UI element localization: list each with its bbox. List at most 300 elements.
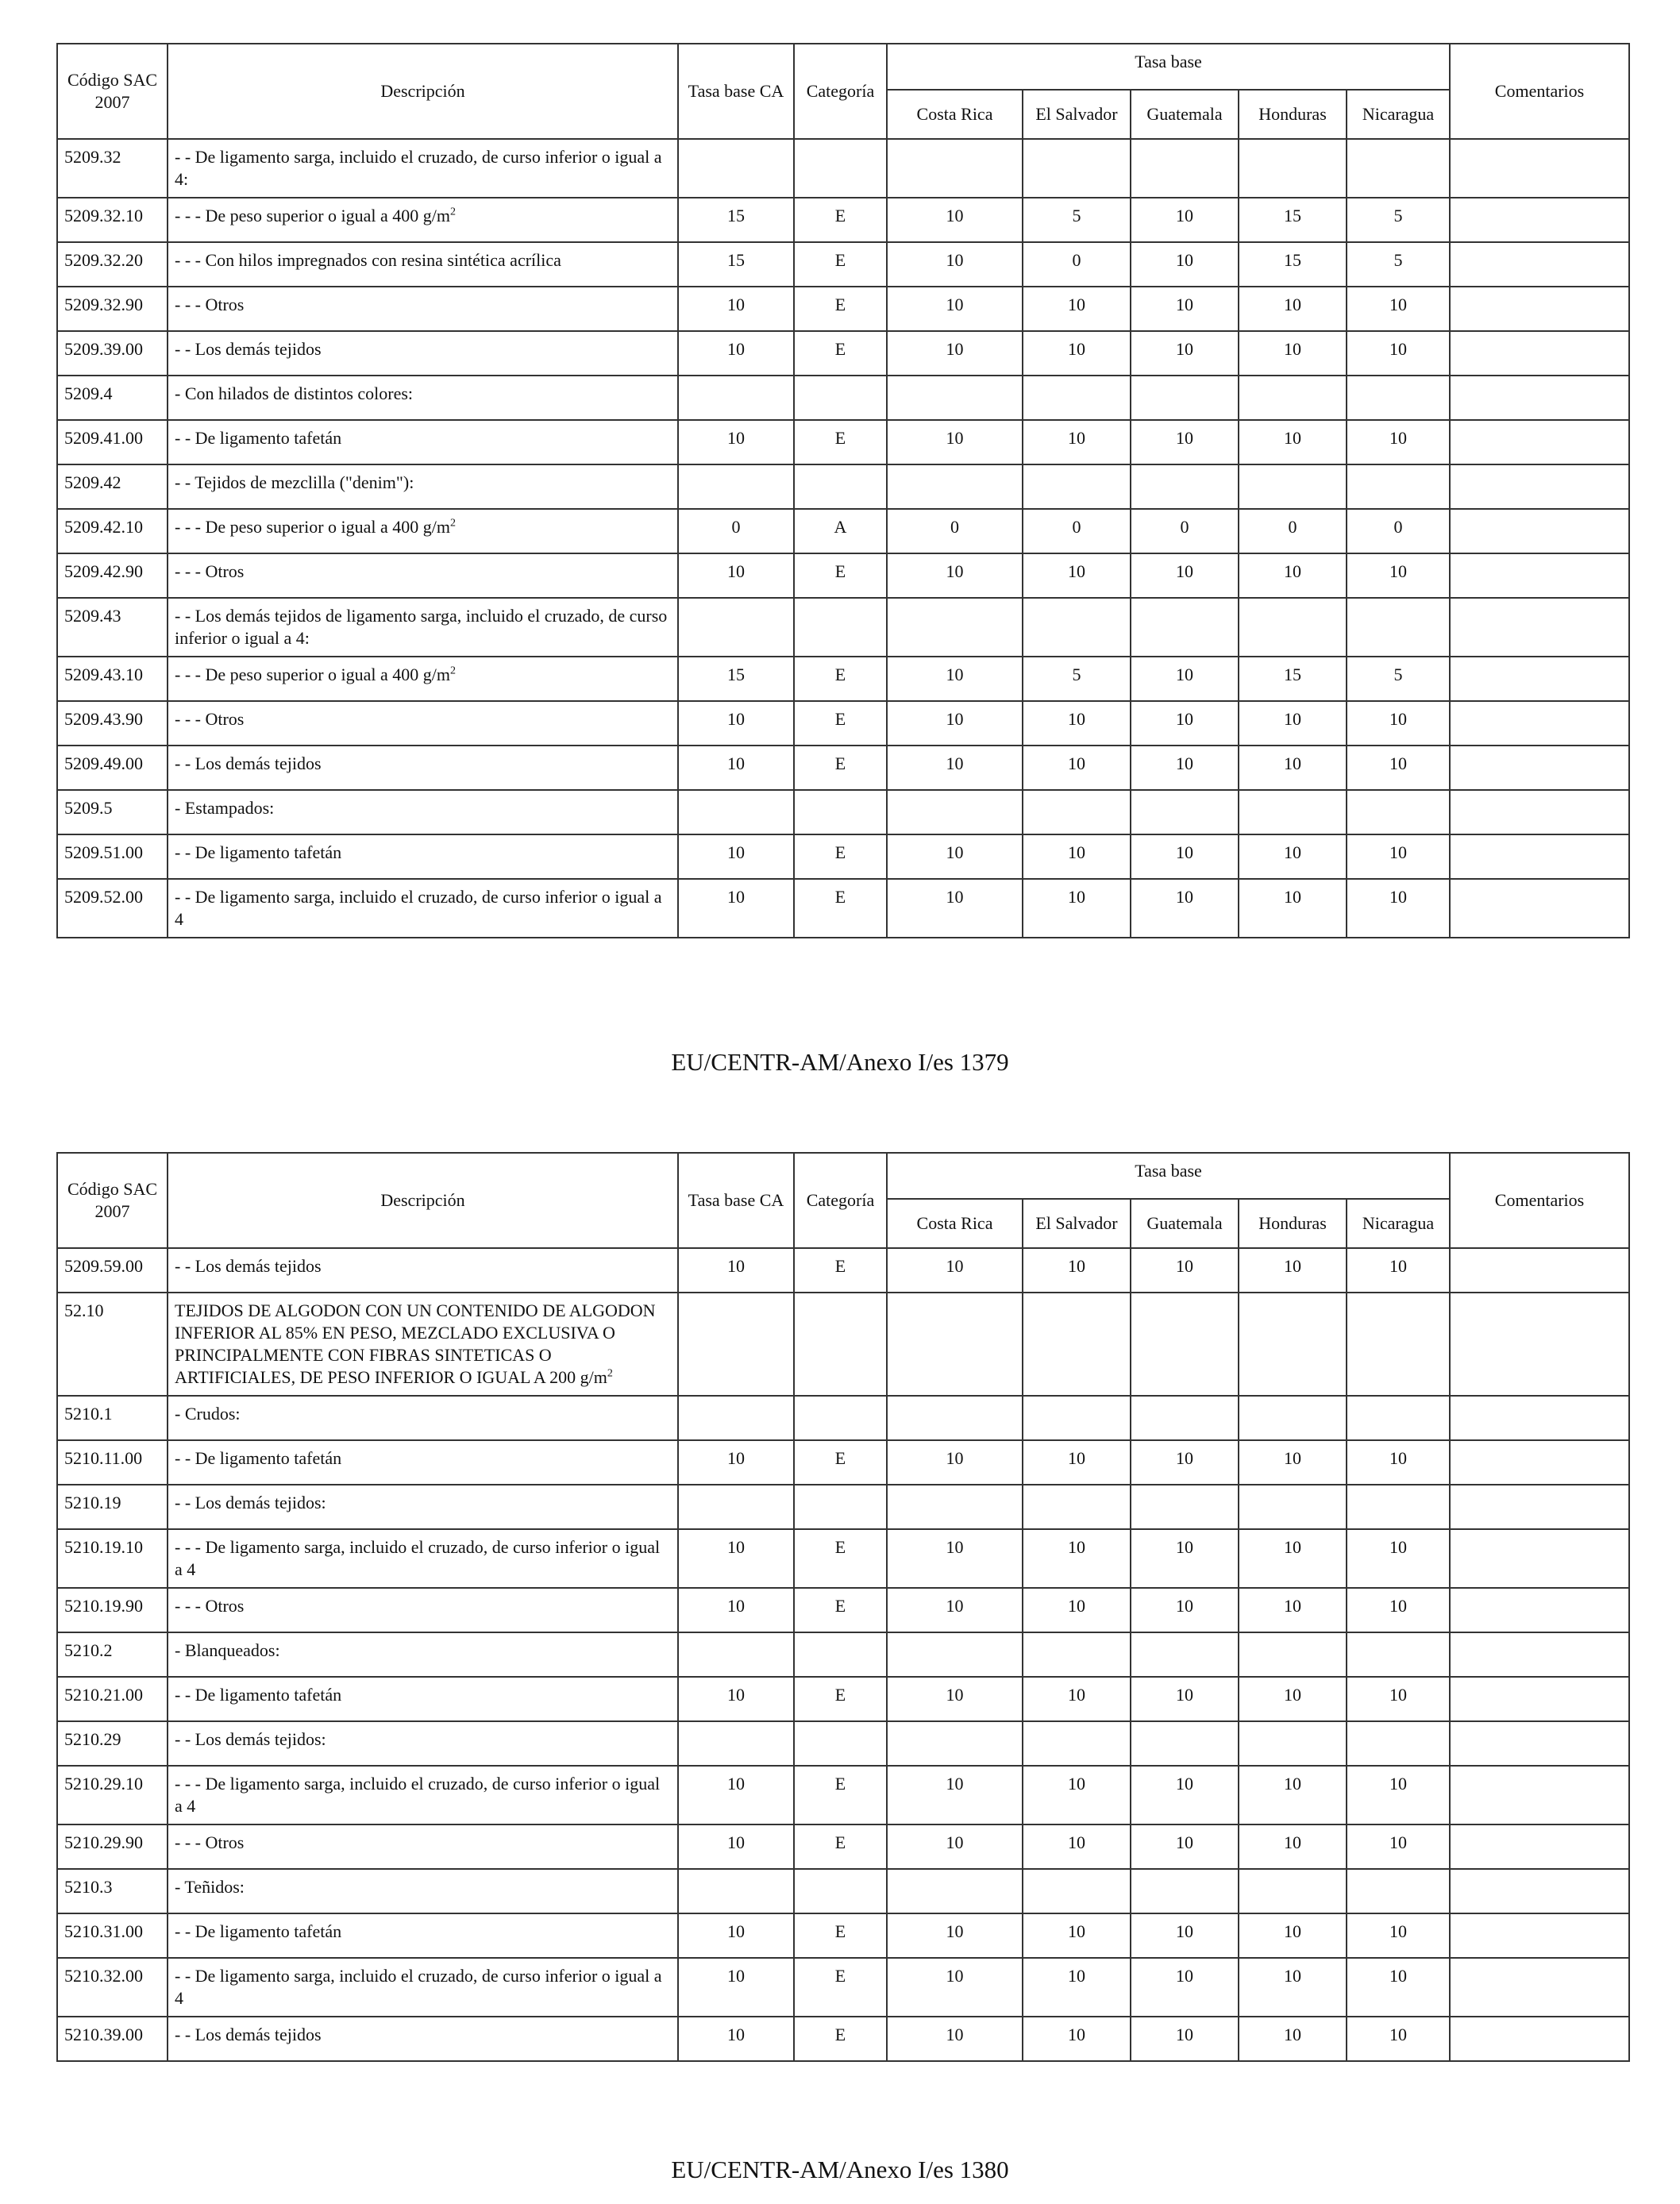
cell-categoria (794, 553, 887, 598)
cell-guatemala-text: 0 (1180, 517, 1189, 537)
cell-guatemala (1131, 790, 1239, 834)
cell-description (168, 1485, 678, 1529)
cell-description-text: TEJIDOS DE ALGODON CON UN CONTENIDO DE ALGODON INFERIOR AL 85% EN PESO, MEZCLADO EXCLUSIVA O PRINCIPALMENTE CON FIBRAS SINTETICAS O ARTIFICIALES, DE PESO INFERIOR O IGUAL A 200 g/m (175, 1300, 656, 1387)
cell-costa-rica (887, 1440, 1023, 1485)
cell-categoria (794, 657, 887, 701)
cell-code-text: 5209.5 (64, 798, 113, 818)
cell-tasa-base-ca (678, 1248, 794, 1293)
cell-el-salvador (1023, 376, 1131, 420)
cell-el-salvador-text: 10 (1068, 1537, 1085, 1557)
cell-honduras-text: 10 (1284, 339, 1301, 359)
cell-code (57, 1529, 168, 1588)
cell-costa-rica-text: 10 (946, 1448, 964, 1468)
cell-code (57, 1632, 168, 1677)
cell-comentarios (1450, 1677, 1629, 1721)
cell-el-salvador (1023, 1588, 1131, 1632)
cell-tasa-base-ca (678, 1824, 794, 1869)
cell-tasa-base-ca-text: 10 (727, 1774, 745, 1794)
cell-categoria (794, 1440, 887, 1485)
cell-comentarios (1450, 746, 1629, 790)
cell-code (57, 1824, 168, 1869)
cell-honduras (1239, 420, 1347, 464)
cell-honduras-text: 10 (1284, 1685, 1301, 1705)
cell-costa-rica (887, 746, 1023, 790)
cell-guatemala-text: 10 (1176, 295, 1193, 314)
header-country: Guatemala (1131, 1199, 1239, 1248)
cell-guatemala (1131, 1766, 1239, 1824)
cell-description (168, 657, 678, 701)
cell-comentarios (1450, 1913, 1629, 1958)
cell-nicaragua (1347, 790, 1450, 834)
cell-honduras (1239, 553, 1347, 598)
cell-el-salvador (1023, 1293, 1131, 1396)
cell-costa-rica-text: 10 (946, 1966, 964, 1986)
cell-honduras (1239, 331, 1347, 376)
cell-guatemala (1131, 1632, 1239, 1677)
cell-description-text: - - Los demás tejidos: (175, 1493, 326, 1512)
cell-description-text: - Estampados: (175, 798, 275, 818)
cell-code-text: 5209.42 (64, 472, 121, 492)
cell-categoria-text: E (834, 1774, 846, 1794)
cell-el-salvador-text: 10 (1068, 1966, 1085, 1986)
cell-tasa-base-ca-text: 10 (727, 1685, 745, 1705)
cell-tasa-base-ca (678, 1440, 794, 1485)
header-tasa-base: Tasa base (887, 44, 1450, 90)
cell-nicaragua-text: 10 (1389, 428, 1407, 448)
table-row (57, 701, 1629, 746)
cell-description-text: - - - Otros (175, 709, 245, 729)
cell-comentarios (1450, 598, 1629, 657)
cell-honduras-text: 15 (1284, 250, 1301, 270)
cell-comentarios (1450, 1588, 1629, 1632)
cell-nicaragua (1347, 509, 1450, 553)
cell-tasa-base-ca (678, 1485, 794, 1529)
cell-description (168, 1440, 678, 1485)
cell-code-text: 5210.19.10 (64, 1537, 143, 1557)
cell-categoria (794, 1396, 887, 1440)
cell-comentarios (1450, 879, 1629, 938)
cell-guatemala (1131, 509, 1239, 553)
table-row (57, 509, 1629, 553)
cell-code (57, 553, 168, 598)
cell-description (168, 1396, 678, 1440)
cell-el-salvador (1023, 598, 1131, 657)
cell-costa-rica (887, 1677, 1023, 1721)
cell-costa-rica-text: 10 (946, 842, 964, 862)
cell-el-salvador (1023, 553, 1131, 598)
cell-honduras (1239, 1677, 1347, 1721)
header-tasa-base-ca: Tasa base CA (678, 1153, 794, 1248)
table-row (57, 1869, 1629, 1913)
cell-categoria (794, 1677, 887, 1721)
table-row (57, 1721, 1629, 1766)
cell-honduras (1239, 657, 1347, 701)
cell-tasa-base-ca (678, 1293, 794, 1396)
cell-honduras-text: 10 (1284, 1921, 1301, 1941)
cell-el-salvador-text: 10 (1068, 1921, 1085, 1941)
cell-costa-rica (887, 834, 1023, 879)
cell-description (168, 790, 678, 834)
cell-categoria (794, 834, 887, 879)
cell-costa-rica-text: 10 (946, 1921, 964, 1941)
cell-costa-rica (887, 657, 1023, 701)
cell-description-text: - - - De peso superior o igual a 400 g/m (175, 517, 451, 537)
cell-nicaragua (1347, 1677, 1450, 1721)
cell-comentarios (1450, 790, 1629, 834)
cell-costa-rica (887, 2017, 1023, 2061)
cell-categoria-text: E (834, 1537, 846, 1557)
cell-guatemala-text: 10 (1176, 1921, 1193, 1941)
cell-el-salvador-text: 10 (1068, 2025, 1085, 2044)
cell-honduras (1239, 790, 1347, 834)
cell-costa-rica (887, 1396, 1023, 1440)
cell-costa-rica (887, 464, 1023, 509)
cell-nicaragua-text: 10 (1389, 842, 1407, 862)
cell-categoria-text: E (834, 1448, 846, 1468)
cell-categoria (794, 1293, 887, 1396)
cell-comentarios (1450, 1529, 1629, 1588)
cell-categoria (794, 1913, 887, 1958)
cell-guatemala (1131, 198, 1239, 242)
cell-description (168, 1958, 678, 2017)
cell-description (168, 553, 678, 598)
cell-guatemala (1131, 1440, 1239, 1485)
cell-el-salvador (1023, 746, 1131, 790)
cell-costa-rica-text: 10 (946, 1537, 964, 1557)
cell-guatemala (1131, 2017, 1239, 2061)
cell-el-salvador (1023, 242, 1131, 287)
superscript: 2 (450, 206, 457, 218)
cell-tasa-base-ca (678, 242, 794, 287)
table-row (57, 657, 1629, 701)
cell-nicaragua (1347, 1440, 1450, 1485)
cell-categoria-text: E (834, 842, 846, 862)
cell-honduras-text: 10 (1284, 1596, 1301, 1616)
cell-el-salvador-text: 10 (1068, 1685, 1085, 1705)
cell-nicaragua (1347, 420, 1450, 464)
cell-honduras (1239, 1440, 1347, 1485)
cell-code (57, 1721, 168, 1766)
cell-honduras (1239, 1529, 1347, 1588)
cell-guatemala (1131, 1824, 1239, 1869)
cell-tasa-base-ca-text: 10 (727, 428, 745, 448)
cell-nicaragua (1347, 331, 1450, 376)
cell-guatemala (1131, 879, 1239, 938)
cell-el-salvador-text: 10 (1068, 561, 1085, 581)
cell-code (57, 746, 168, 790)
cell-comentarios (1450, 242, 1629, 287)
cell-code-text: 5210.21.00 (64, 1685, 143, 1705)
cell-tasa-base-ca-text: 10 (727, 561, 745, 581)
cell-tasa-base-ca-text: 15 (727, 206, 745, 225)
table-row (57, 331, 1629, 376)
cell-comentarios (1450, 287, 1629, 331)
cell-guatemala (1131, 553, 1239, 598)
cell-guatemala (1131, 331, 1239, 376)
cell-tasa-base-ca (678, 420, 794, 464)
cell-costa-rica-text: 10 (946, 295, 964, 314)
cell-description-text: - - - Otros (175, 295, 245, 314)
cell-guatemala (1131, 1677, 1239, 1721)
cell-guatemala-text: 10 (1176, 753, 1193, 773)
cell-tasa-base-ca-text: 15 (727, 665, 745, 684)
cell-costa-rica (887, 879, 1023, 938)
cell-categoria (794, 1588, 887, 1632)
cell-nicaragua-text: 10 (1389, 709, 1407, 729)
cell-code-text: 5210.39.00 (64, 2025, 143, 2044)
cell-honduras-text: 10 (1284, 1966, 1301, 1986)
cell-description-text: - Con hilados de distintos colores: (175, 383, 414, 403)
cell-nicaragua (1347, 1588, 1450, 1632)
cell-el-salvador (1023, 1677, 1131, 1721)
cell-code-text: 52.10 (64, 1300, 104, 1320)
cell-tasa-base-ca-text: 10 (727, 2025, 745, 2044)
cell-costa-rica-text: 10 (946, 561, 964, 581)
page-footer: EU/CENTR-AM/Anexo I/es 1379 (671, 1048, 1009, 1076)
cell-el-salvador-text: 5 (1072, 665, 1081, 684)
cell-costa-rica (887, 1721, 1023, 1766)
cell-el-salvador (1023, 834, 1131, 879)
cell-guatemala-text: 10 (1176, 1448, 1193, 1468)
header-codigo: Código SAC 2007 (57, 44, 168, 139)
cell-tasa-base-ca-text: 10 (727, 295, 745, 314)
cell-nicaragua-text: 10 (1389, 1256, 1407, 1276)
cell-code-text: 5209.51.00 (64, 842, 143, 862)
cell-description-text: - - Tejidos de mezclilla ("denim"): (175, 472, 414, 492)
cell-code (57, 834, 168, 879)
cell-description-text: - - Los demás tejidos: (175, 1729, 326, 1749)
cell-code (57, 1440, 168, 1485)
cell-categoria-text: E (834, 1256, 846, 1276)
cell-categoria (794, 598, 887, 657)
cell-tasa-base-ca (678, 1958, 794, 2017)
cell-guatemala-text: 10 (1176, 1537, 1193, 1557)
cell-description (168, 331, 678, 376)
cell-description-text: - - De ligamento tafetán (175, 1685, 342, 1705)
cell-description-text: - - - De ligamento sarga, incluido el cruzado, de curso inferior o igual a 4 (175, 1537, 661, 1579)
cell-honduras-text: 0 (1288, 517, 1297, 537)
cell-description-text: - - - De ligamento sarga, incluido el cruzado, de curso inferior o igual a 4 (175, 1774, 661, 1816)
header-categoria: Categoría (794, 1153, 887, 1248)
cell-costa-rica (887, 1248, 1023, 1293)
cell-guatemala (1131, 464, 1239, 509)
cell-honduras (1239, 1588, 1347, 1632)
cell-comentarios (1450, 1824, 1629, 1869)
cell-categoria-text: E (834, 1921, 846, 1941)
cell-honduras (1239, 1913, 1347, 1958)
cell-nicaragua (1347, 701, 1450, 746)
cell-el-salvador-text: 0 (1072, 250, 1081, 270)
cell-guatemala-text: 10 (1176, 842, 1193, 862)
cell-guatemala (1131, 1293, 1239, 1396)
cell-code-text: 5209.41.00 (64, 428, 143, 448)
cell-code-text: 5209.4 (64, 383, 113, 403)
cell-costa-rica (887, 420, 1023, 464)
cell-nicaragua (1347, 746, 1450, 790)
cell-el-salvador (1023, 1913, 1131, 1958)
cell-description (168, 834, 678, 879)
header-comentarios: Comentarios (1450, 1153, 1629, 1248)
cell-tasa-base-ca (678, 331, 794, 376)
cell-honduras (1239, 464, 1347, 509)
cell-comentarios (1450, 1721, 1629, 1766)
cell-guatemala-text: 10 (1176, 1966, 1193, 1986)
cell-code-text: 5209.42.10 (64, 517, 143, 537)
cell-tasa-base-ca-text: 10 (727, 1921, 745, 1941)
cell-costa-rica (887, 376, 1023, 420)
cell-code (57, 376, 168, 420)
cell-nicaragua (1347, 1869, 1450, 1913)
cell-description (168, 420, 678, 464)
cell-code (57, 287, 168, 331)
cell-honduras-text: 10 (1284, 1256, 1301, 1276)
cell-costa-rica (887, 509, 1023, 553)
cell-guatemala-text: 10 (1176, 561, 1193, 581)
table-row (57, 1913, 1629, 1958)
cell-el-salvador-text: 10 (1068, 295, 1085, 314)
header-descripcion: Descripción (168, 1153, 678, 1248)
cell-comentarios (1450, 509, 1629, 553)
cell-description-text: - - De ligamento sarga, incluido el cruzado, de curso inferior o igual a 4 (175, 887, 662, 929)
cell-el-salvador (1023, 1248, 1131, 1293)
cell-costa-rica-text: 10 (946, 1832, 964, 1852)
cell-categoria (794, 509, 887, 553)
cell-code (57, 1396, 168, 1440)
cell-categoria-text: E (834, 206, 846, 225)
cell-code (57, 509, 168, 553)
cell-el-salvador (1023, 509, 1131, 553)
cell-categoria (794, 287, 887, 331)
cell-nicaragua (1347, 2017, 1450, 2061)
cell-description-text: - - De ligamento tafetán (175, 428, 342, 448)
cell-honduras (1239, 1485, 1347, 1529)
cell-costa-rica-text: 10 (946, 665, 964, 684)
cell-nicaragua (1347, 1913, 1450, 1958)
cell-tasa-base-ca (678, 376, 794, 420)
cell-nicaragua (1347, 242, 1450, 287)
cell-description (168, 1588, 678, 1632)
table-row (57, 598, 1629, 657)
cell-tasa-base-ca-text: 10 (727, 842, 745, 862)
cell-comentarios (1450, 1293, 1629, 1396)
header-country: Nicaragua (1347, 90, 1450, 139)
cell-nicaragua (1347, 1396, 1450, 1440)
cell-comentarios (1450, 1396, 1629, 1440)
cell-categoria-text: E (834, 1966, 846, 1986)
cell-costa-rica (887, 598, 1023, 657)
cell-code (57, 198, 168, 242)
cell-code (57, 2017, 168, 2061)
cell-tasa-base-ca (678, 287, 794, 331)
cell-honduras (1239, 1293, 1347, 1396)
table-row (57, 1677, 1629, 1721)
cell-code (57, 598, 168, 657)
cell-description-text: - - De ligamento tafetán (175, 1921, 342, 1941)
cell-costa-rica (887, 1293, 1023, 1396)
cell-el-salvador (1023, 1824, 1131, 1869)
cell-description-text: - - Los demás tejidos (175, 753, 322, 773)
cell-guatemala-text: 10 (1176, 428, 1193, 448)
cell-el-salvador-text: 10 (1068, 339, 1085, 359)
table-row (57, 1766, 1629, 1824)
cell-categoria-text: E (834, 887, 846, 907)
cell-code (57, 464, 168, 509)
cell-honduras-text: 15 (1284, 665, 1301, 684)
cell-guatemala (1131, 242, 1239, 287)
table-row (57, 553, 1629, 598)
cell-honduras-text: 10 (1284, 1537, 1301, 1557)
cell-tasa-base-ca (678, 1677, 794, 1721)
cell-el-salvador (1023, 464, 1131, 509)
header-country: El Salvador (1023, 90, 1131, 139)
cell-el-salvador (1023, 2017, 1131, 2061)
cell-tasa-base-ca-text: 10 (727, 753, 745, 773)
cell-nicaragua-text: 10 (1389, 1774, 1407, 1794)
table-row (57, 2017, 1629, 2061)
cell-code-text: 5210.19 (64, 1493, 121, 1512)
cell-nicaragua-text: 10 (1389, 2025, 1407, 2044)
cell-costa-rica (887, 1485, 1023, 1529)
cell-honduras-text: 10 (1284, 2025, 1301, 2044)
cell-description (168, 701, 678, 746)
cell-el-salvador-text: 10 (1068, 887, 1085, 907)
cell-nicaragua (1347, 139, 1450, 198)
cell-code (57, 657, 168, 701)
cell-categoria (794, 198, 887, 242)
cell-code (57, 1958, 168, 2017)
cell-description (168, 1721, 678, 1766)
cell-el-salvador (1023, 1440, 1131, 1485)
cell-el-salvador-text: 10 (1068, 428, 1085, 448)
table-row (57, 790, 1629, 834)
cell-description (168, 287, 678, 331)
cell-description-text: - - - De peso superior o igual a 400 g/m (175, 665, 451, 684)
cell-comentarios (1450, 331, 1629, 376)
cell-description-text: - - De ligamento tafetán (175, 1448, 342, 1468)
cell-tasa-base-ca-text: 15 (727, 250, 745, 270)
cell-description (168, 1248, 678, 1293)
cell-tasa-base-ca (678, 1632, 794, 1677)
cell-code-text: 5209.32 (64, 147, 121, 167)
cell-description-text: - - Los demás tejidos de ligamento sarga, incluido el cruzado, de curso inferior o igual a 4: (175, 606, 668, 648)
cell-guatemala (1131, 746, 1239, 790)
cell-nicaragua-text: 10 (1389, 561, 1407, 581)
cell-tasa-base-ca (678, 1588, 794, 1632)
cell-guatemala-text: 10 (1176, 709, 1193, 729)
cell-nicaragua (1347, 1248, 1450, 1293)
cell-nicaragua (1347, 464, 1450, 509)
cell-nicaragua (1347, 834, 1450, 879)
cell-el-salvador (1023, 139, 1131, 198)
cell-guatemala (1131, 657, 1239, 701)
cell-honduras-text: 10 (1284, 887, 1301, 907)
cell-tasa-base-ca-text: 10 (727, 1537, 745, 1557)
cell-nicaragua-text: 10 (1389, 1832, 1407, 1852)
cell-tasa-base-ca (678, 879, 794, 938)
cell-description (168, 198, 678, 242)
cell-code (57, 139, 168, 198)
cell-comentarios (1450, 376, 1629, 420)
cell-honduras (1239, 1721, 1347, 1766)
cell-guatemala-text: 10 (1176, 1596, 1193, 1616)
cell-nicaragua (1347, 598, 1450, 657)
cell-guatemala (1131, 1869, 1239, 1913)
cell-guatemala (1131, 1588, 1239, 1632)
cell-nicaragua-text: 10 (1389, 295, 1407, 314)
cell-tasa-base-ca (678, 2017, 794, 2061)
cell-costa-rica (887, 1632, 1023, 1677)
cell-el-salvador (1023, 331, 1131, 376)
